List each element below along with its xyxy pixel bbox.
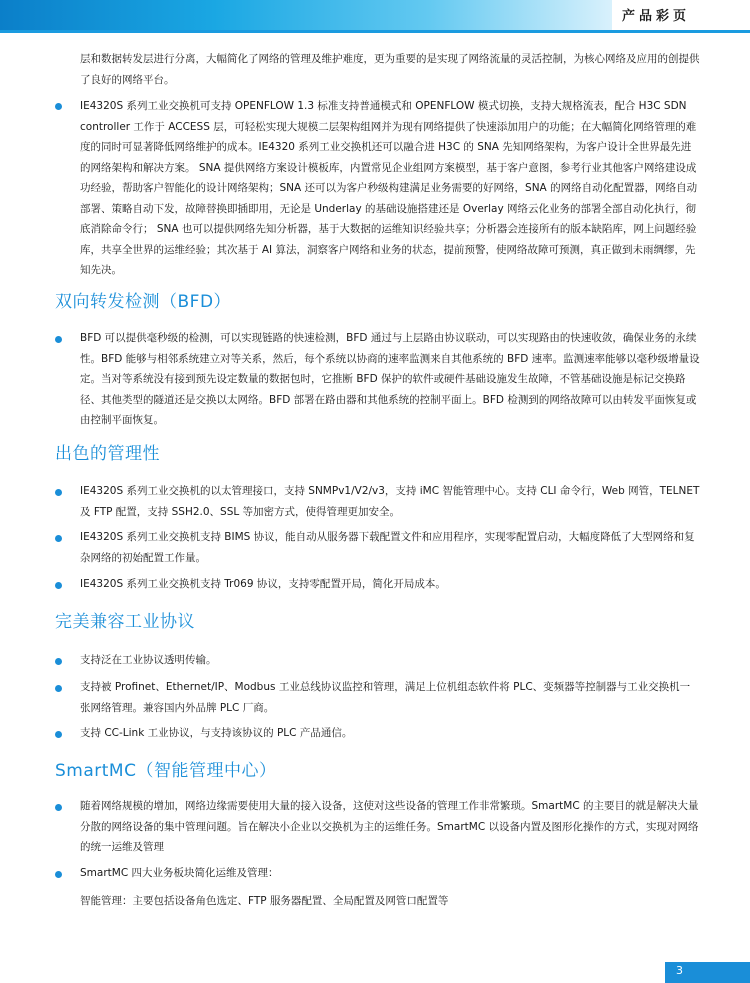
- management-bullet-bims: IE4320S 系列工业交换机支持 BIMS 协议，能自动从服务器下载配置文件和应用程序，实现零配置启动，大幅度降低了大型网络和复杂网络的初始配置工作量。: [80, 531, 695, 564]
- page-number: 3: [676, 964, 683, 977]
- header-underline: [0, 30, 750, 33]
- bullet-dot: [55, 582, 62, 589]
- bullet-dot: [55, 731, 62, 738]
- smartmc-bullet-overview: 随着网络规模的增加，网络边缘需要使用大量的接入设备，这使对这些设备的管理工作非常繁琐。SmartMC 的主要目的就是解决大量分散的网络设备的集中管理问题。旨在解决小企业以交换机为主的运维任务。SmartMC 以设备内置及图形化操作的方式，实现对网络的统一运维及管理: [80, 800, 699, 853]
- header-title: 产品彩页: [622, 9, 691, 24]
- bullet-dot: [55, 103, 62, 110]
- header-gradient-band: [0, 0, 612, 30]
- protocol-bullet-profinet: 支持被 Profinet、Ethernet/IP、Modbus 工业总线协议监控和管理，满足上位机组态软件将 PLC、变频器等控制器与工业交换机一张网络管理。兼容国内外品牌 PLC 厂商。: [80, 681, 691, 714]
- intro-bullet-openflow: IE4320S 系列工业交换机可支持 OPENFLOW 1.3 标准支持普通模式和 OPENFLOW 模式切换，支持大规格流表，配合 H3C SDN controller 工作于 ACCESS 层，可轻松实现大规模二层架构组网并为现有网络提供了快速添加用户的功能；在大幅简化网络管理的难度的同时可显著降低网络维护的成本。IE4320 系列工业交换机还可以融合进 H3C 的 SNA 先知网络架构，为客户设计全世界最先进的网络架构和解决方案。 SNA 提供网络方案设计模板库，内置常见企业组网方案模型，基于客户意图，参考行业其他客户网络建设成功经验，帮助客户智能化的设计网络架构；SNA 还可以为客户秒级构建满足业务需要的好网络，SNA 的网络自动化配置器，网络自动部署、策略自动下发，故障替换即插即用，无论是 Underlay 的基础设施搭建还是 Overlay 网络云化业务的部署全部自动化执行，彻底消除命令行； SNA 也可以提供网络先知分析器，基于大数据的运维知识经验共享；分析器会连接所有的版本缺陷库，网上问题经验库，共享全世界的运维经验；其次基于 AI 算法，洞察客户网络和业务的状态，提前预警，使网络故障可预测，真正做到未雨绸缪，先知先决。: [80, 100, 698, 276]
- bullet-dot: [55, 535, 62, 542]
- bfd-bullet: BFD 可以提供毫秒级的检测，可以实现链路的快速检测，BFD 通过与上层路由协议联动，可以实现路由的快速收敛，确保业务的永续性。BFD 能够与相邻系统建立对等关系，然后，每个系统以协商的速率监测来自其他系统的 BFD 速率。监测速率能够以毫秒级增量设定。当对等系统没有接到预先设定数量的数据包时，它推断 BFD 保护的软件或硬件基础设施发生故障，不管基础设施是标记交换路径、其他类型的隧道还是交换以太网络。BFD 部署在路由器和其他系统的控制平面上。BFD 检测到的网络故障可以由转发平面恢复或由控制平面恢复。: [80, 332, 700, 426]
- protocol-bullet-cclink: 支持 CC-Link 工业协议，与支持该协议的 PLC 产品通信。: [80, 727, 353, 739]
- bullet-dot: [55, 658, 62, 665]
- section-heading-bfd: 双向转发检测（BFD）: [55, 292, 232, 312]
- protocol-bullet-transparent: 支持泛在工业协议透明传输。: [80, 654, 217, 666]
- management-bullet-snmp: IE4320S 系列工业交换机的以太管理接口，支持 SNMPv1/V2/v3，支持 iMC 智能管理中心。支持 CLI 命令行，Web 网管，TELNET 及 FTP 配置，支持 SSH2.0、SSL 等加密方式，使得管理更加安全。: [80, 485, 700, 518]
- page-header: [0, 0, 750, 30]
- section-heading-smartmc: SmartMC（智能管理中心）: [55, 761, 277, 781]
- management-bullet-tr069: IE4320S 系列工业交换机支持 Tr069 协议，支持零配置开局，简化开局成本。: [80, 578, 446, 590]
- bullet-dot: [55, 804, 62, 811]
- section-heading-industrial-protocols: 完美兼容工业协议: [55, 612, 195, 632]
- smartmc-bullet-modules: SmartMC 四大业务板块简化运维及管理：: [80, 867, 279, 879]
- section-heading-management: 出色的管理性: [55, 444, 160, 464]
- bullet-dot: [55, 871, 62, 878]
- bullet-dot: [55, 685, 62, 692]
- smartmc-smart-management: 智能管理：主要包括设备角色选定、FTP 服务器配置、全局配置及网管口配置等: [80, 895, 449, 907]
- intro-continuation: 层和数据转发层进行分离，大幅简化了网络的管理及维护难度，更为重要的是实现了网络流量的灵活控制，为核心网络及应用的创提供了良好的网络平台。: [80, 53, 700, 86]
- bullet-dot: [55, 489, 62, 496]
- bullet-dot: [55, 336, 62, 343]
